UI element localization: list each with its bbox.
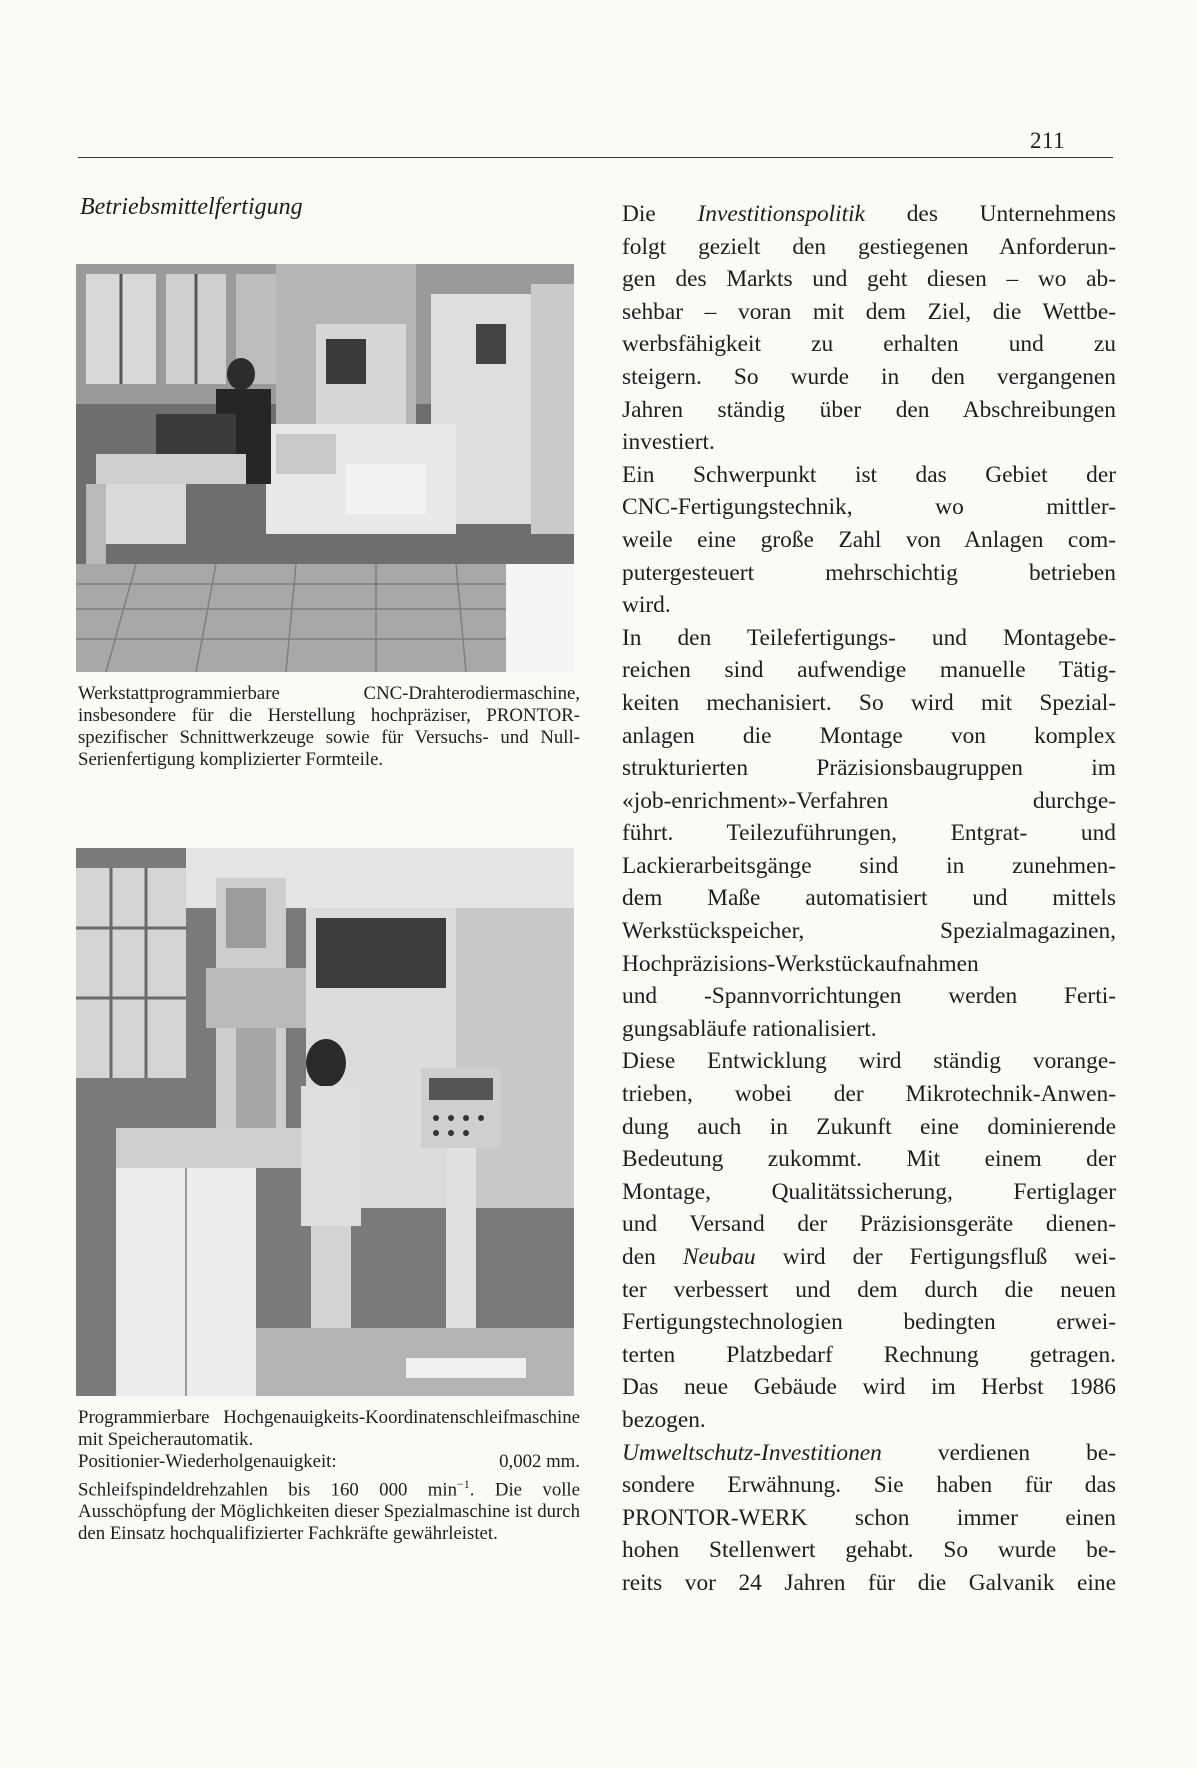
figure-1-caption [78, 683, 580, 771]
body-text-line: CNC-Fertigungstechnik, wo mittler- [622, 494, 1116, 521]
body-text-line: strukturierten Präzisionsbaugruppen im [622, 755, 1116, 782]
body-text-line: trieben, wobei der Mikrotechnik-Anwen- [622, 1081, 1116, 1108]
figure-2-spec-line [78, 1451, 580, 1473]
body-text-segment: verdienen be- [881, 1439, 1116, 1466]
figure-2-spec-label: Positionier-Wiederholgenauigkeit: [78, 1451, 337, 1472]
body-text-segment: Die [622, 201, 698, 227]
body-text-line: hohen Stellenwert gehabt. So wurde be- [622, 1537, 1116, 1564]
figure-2-caption-superscript: −1 [457, 1477, 470, 1491]
body-text-segment: des Unternehmens [865, 201, 1116, 227]
body-text-line: «job-enrichment»-Verfahren durchge- [622, 787, 1116, 814]
figure-2-caption-rest-b: . Die volle Ausschöpfung der Möglichkeiten dieser Spezialmaschine ist durch den Einsatz hochqualifizierter Fachkräfte gewährleistet. [78, 1479, 580, 1545]
body-text-line: Das neue Gebäude wird im Herbst 1986 [622, 1374, 1116, 1401]
body-text-line: gungsabläufe rationalisiert. [622, 1015, 877, 1042]
body-text-line: In den Teilefertigungs- und Montagebe- [622, 624, 1116, 651]
body-text-line: bezogen. [622, 1406, 706, 1433]
body-text-line [622, 1241, 1116, 1274]
body-text-line: Montage, Qualitätssicherung, Fertiglager [622, 1178, 1116, 1205]
body-text-line: Diese Entwicklung wird ständig vorange- [622, 1048, 1116, 1075]
body-text-column [622, 198, 1116, 1600]
body-text-line: sehbar – voran mit dem Ziel, die Wettbe- [622, 298, 1116, 325]
body-text-line: anlagen die Montage von komplex [622, 722, 1116, 749]
body-text-line: Lackierarbeitsgänge sind in zunehmen- [622, 852, 1116, 879]
body-text-line [622, 198, 1116, 231]
body-text-line: keiten mechanisiert. So wird mit Spezial- [622, 689, 1116, 716]
photo-jig-grinding-machine [76, 848, 574, 1396]
body-text-line: Bedeutung zukommt. Mit einem der [622, 1146, 1116, 1173]
body-text-line: Hochpräzisions-Werkstückaufnahmen [622, 950, 979, 977]
figure-1-caption-text: Werkstattprogrammierbare CNC-Drahterodiermaschine, insbesondere für die Herstellung hochpräziser, PRONTOR- spezifischer Schnittwerkzeuge sowie für Versuchs- und Null-Serienfertigung komplizierter Formteile. [78, 683, 580, 770]
body-text-line: sondere Erwähnung. Sie haben für das [622, 1472, 1116, 1499]
body-text-line [622, 1437, 1116, 1470]
figure-2-caption-rest-a: Schleifspindeldrehzahlen bis 160 000 min [78, 1479, 457, 1501]
body-text-line: steigern. So wurde in den vergangenen [622, 363, 1116, 390]
body-text-line: Ein Schwerpunkt ist das Gebiet der [622, 461, 1116, 488]
body-text-line: folgt gezielt den gestiegenen Anforderun- [622, 233, 1116, 260]
page-number: 211 [1030, 128, 1066, 153]
header-rule [78, 157, 1113, 158]
body-text-line: werbsfähigkeit zu erhalten und zu [622, 331, 1116, 358]
body-text-line: dung auch in Zukunft eine dominierende [622, 1113, 1116, 1140]
body-text-emphasis: Investitionspolitik [697, 201, 866, 227]
body-text-segment: den [622, 1244, 683, 1270]
figure-2-caption [78, 1407, 580, 1545]
figure-2-caption-rest [78, 1473, 580, 1545]
body-text-line: Werkstückspeicher, Spezialmagazinen, [622, 918, 1116, 945]
body-text-line: dem Maße automatisiert und mittels [622, 885, 1116, 912]
body-text-line: terten Platzbedarf Rechnung getragen. [622, 1341, 1116, 1368]
body-text-line: führt. Teilezuführungen, Entgrat- und [622, 820, 1116, 847]
body-text-emphasis: Neubau [682, 1244, 756, 1270]
body-text-segment: wird der Fertigungsfluß wei- [755, 1244, 1116, 1270]
body-text-line: weile eine große Zahl von Anlagen com- [622, 526, 1116, 553]
body-text-line: PRONTOR-WERK schon immer einen [622, 1504, 1116, 1531]
figure-2-spec-value: 0,002 mm. [499, 1451, 580, 1472]
section-title: Betriebsmittelfertigung [80, 194, 303, 220]
body-text-line: ter verbessert und dem durch die neuen [622, 1276, 1116, 1303]
body-text-emphasis: Umweltschutz-Investitionen [622, 1439, 882, 1466]
body-text-line: und Versand der Präzisionsgeräte dienen- [622, 1211, 1116, 1238]
body-text-line: wird. [622, 592, 671, 619]
body-text-line: gen des Markts und geht diesen – wo ab- [622, 266, 1116, 293]
body-text-line: Jahren ständig über den Abschreibungen [622, 396, 1116, 423]
body-text-line: reichen sind aufwendige manuelle Tätig- [622, 657, 1116, 684]
body-text-line: reits vor 24 Jahren für die Galvanik eine [622, 1569, 1116, 1596]
body-text-line: putergesteuert mehrschichtig betrieben [622, 559, 1116, 586]
body-text-line: investiert. [622, 429, 715, 456]
body-text-line: Fertigungstechnologien bedingten erwei- [622, 1309, 1116, 1336]
body-text-line: und -Spannvorrichtungen werden Ferti- [622, 983, 1116, 1010]
figure-2-caption-intro: Programmierbare Hochgenauigkeits-Koordinatenschleifmaschine mit Speicherautomatik. [78, 1407, 580, 1450]
photo-cnc-wire-edm-machine [76, 264, 574, 672]
